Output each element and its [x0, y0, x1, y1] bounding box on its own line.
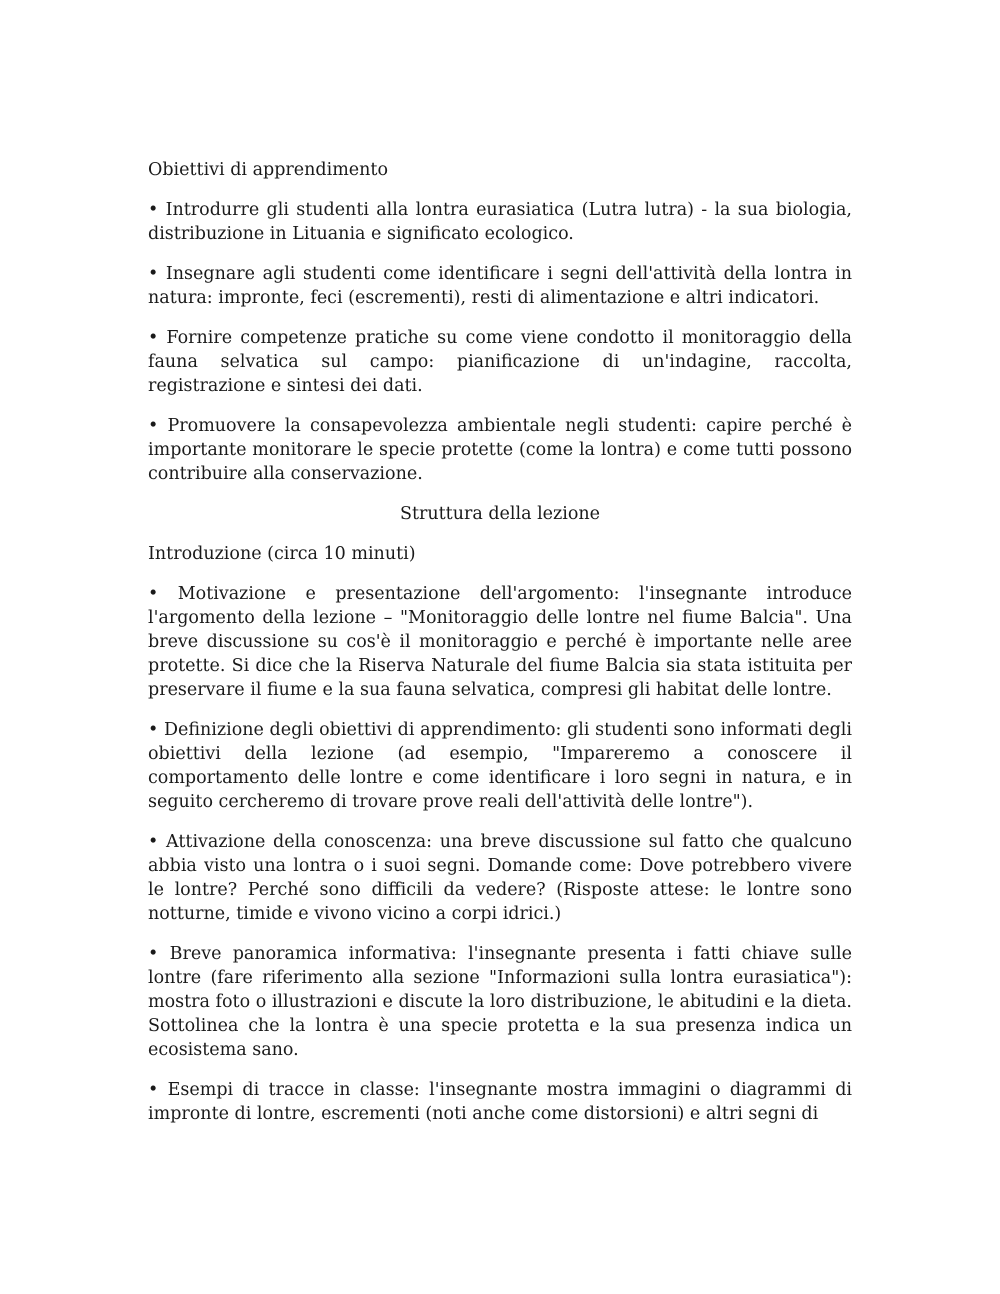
structure-heading: Struttura della lezione: [399, 504, 601, 524]
objectives-heading: Obiettivi di apprendimento: [148, 160, 388, 180]
structure-item: • Motivazione e presentazione dell'argomento: l'insegnante introduce l'argomento della lezione – "Monitoraggio delle lontre nel fiume Balcia". Una breve discussione su cos'è il monitoraggio e perché è importante nelle aree protette. Si dice che la Riserva Naturale del fiume Balcia sia stata istituita per preservare il fiume e la sua fauna selvatica, compresi gli habitat delle lontre.: [148, 584, 852, 700]
structure-item: • Attivazione della conoscenza: una breve discussione sul fatto che qualcuno abbia visto una lontra o i suoi segni. Domande come: Dove potrebbero vivere le lontre? Perché sono difficili da vedere? (Risposte attese: le lontre sono notturne, timide e vivono vicino a corpi idrici.): [148, 832, 852, 924]
structure-item: • Breve panoramica informativa: l'insegnante presenta i fatti chiave sulle lontre (fare riferimento alla sezione "Informazioni sulla lontra eurasiatica"): mostra foto o illustrazioni e discute la loro distribuzione, le abitudini e la dieta. Sottolinea che la lontra è una specie protetta e la sua presenza indica un ecosistema sano.: [148, 944, 852, 1060]
objective-item: • Introdurre gli studenti alla lontra eurasiatica (Lutra lutra) - la sua biologia, distribuzione in Lituania e significato ecologico.: [148, 200, 852, 244]
intro-heading: Introduzione (circa 10 minuti): [148, 544, 416, 564]
objective-item: • Insegnare agli studenti come identificare i segni dell'attività della lontra in natura: impronte, feci (escrementi), resti di alimentazione e altri indicatori.: [148, 264, 852, 308]
objective-item: • Promuovere la consapevolezza ambientale negli studenti: capire perché è importante monitorare le specie protette (come la lontra) e come tutti possono contribuire alla conservazione.: [148, 416, 852, 484]
structure-item: • Esempi di tracce in classe: l'insegnante mostra immagini o diagrammi di impronte di lontre, escrementi (noti anche come distorsioni) e altri segni di: [148, 1080, 852, 1124]
document-page: [148, 158, 852, 1142]
objective-item: • Fornire competenze pratiche su come viene condotto il monitoraggio della fauna selvatica sul campo: pianificazione di un'indagine, raccolta, registrazione e sintesi dei dati.: [148, 328, 852, 396]
structure-item: • Definizione degli obiettivi di apprendimento: gli studenti sono informati degli obiettivi della lezione (ad esempio, "Impareremo a conoscere il comportamento delle lontre e come identificare i loro segni in natura, e in seguito cercheremo di trovare prove reali dell'attività delle lontre").: [148, 720, 852, 812]
